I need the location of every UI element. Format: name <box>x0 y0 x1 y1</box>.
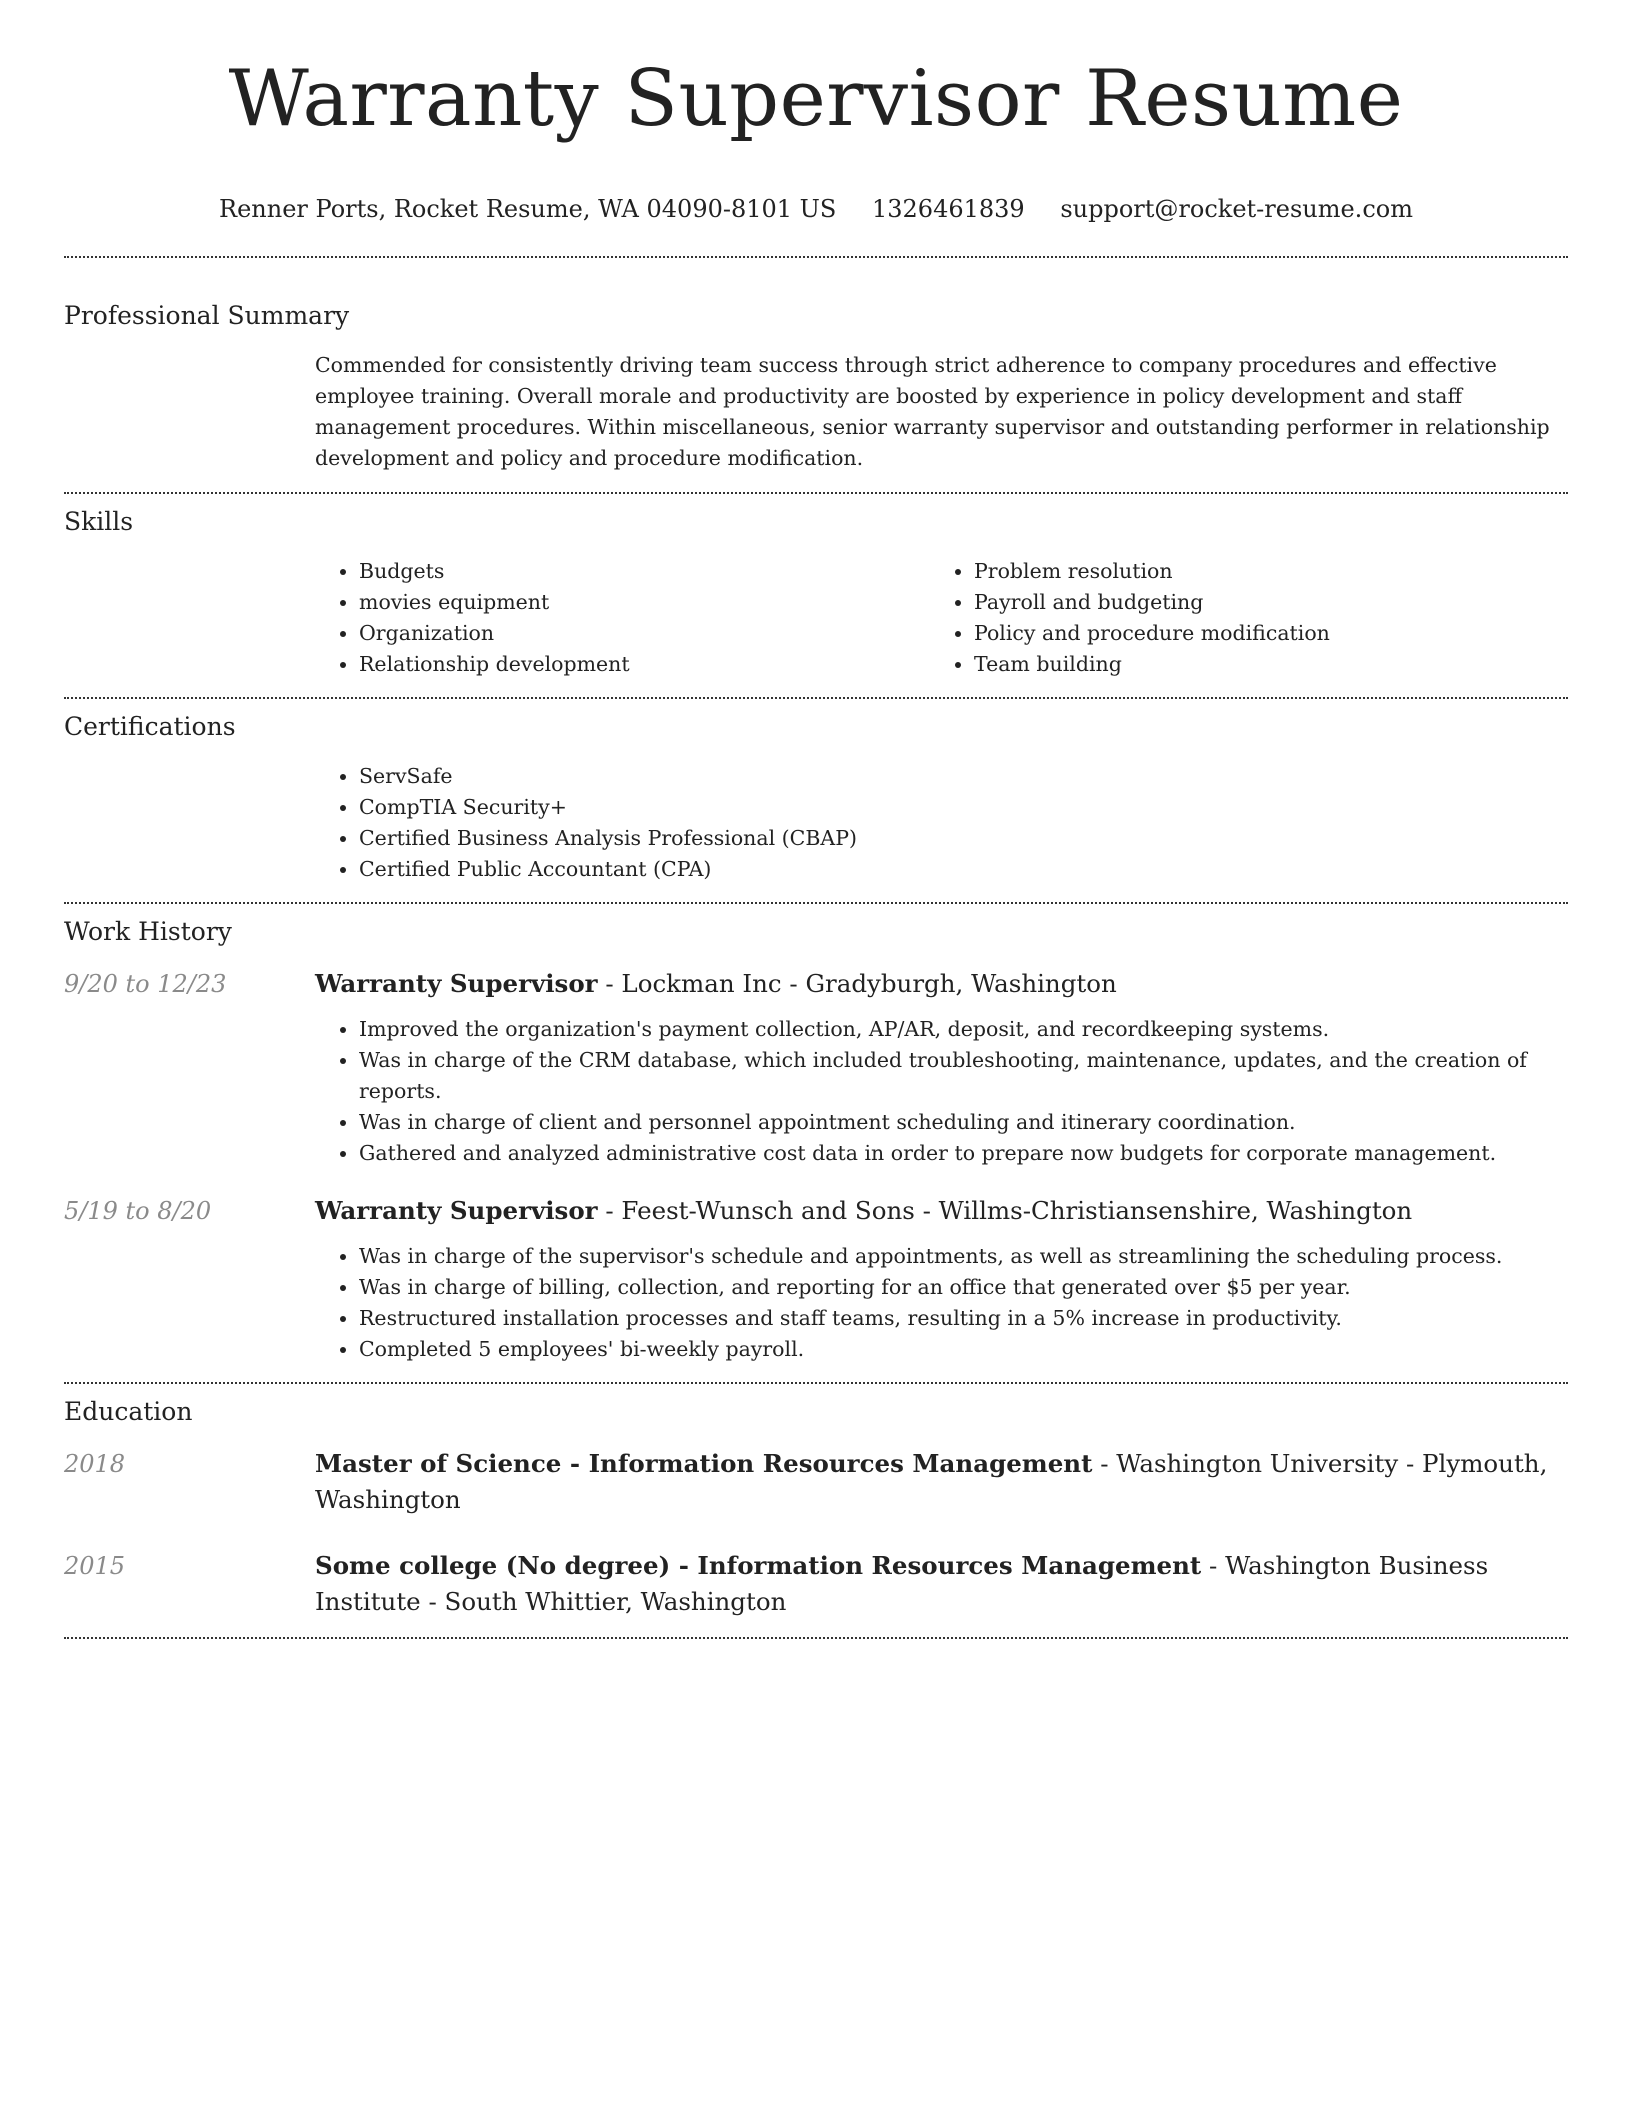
section-work-history <box>64 904 1568 1365</box>
section-heading-skills: Skills <box>64 507 134 536</box>
contact-phone: 1326461839 <box>872 195 1025 223</box>
skill-item: • Problem resolution <box>974 556 1545 587</box>
education-details <box>315 1548 1568 1620</box>
skills-list-left <box>315 556 930 680</box>
resume-page <box>64 0 1568 1639</box>
job-bullet: • Was in charge of client and personnel appointment scheduling and itinerary coordination. <box>359 1107 1568 1138</box>
job-bullet: • Gathered and analyzed administrative cost data in order to prepare now budgets for corporate management. <box>359 1138 1568 1169</box>
resume-title: Warranty Supervisor Resume <box>228 54 1404 144</box>
skills-column-right <box>930 556 1545 680</box>
job-bullet: • Was in charge of billing, collection, and reporting for an office that generated over $5 per year. <box>359 1272 1568 1303</box>
section-heading-work-history: Work History <box>64 917 232 946</box>
job-heading <box>315 966 1568 1002</box>
divider <box>64 1637 1568 1639</box>
section-summary <box>64 258 1568 474</box>
skill-item: • Relationship development <box>359 649 930 680</box>
section-heading-summary: Professional Summary <box>64 301 350 330</box>
job-title: Warranty Supervisor <box>315 1196 598 1225</box>
job-details <box>315 966 1568 1169</box>
section-skills <box>64 494 1568 680</box>
job-bullet: • Completed 5 employees' bi-weekly payroll. <box>359 1334 1568 1365</box>
certification-item: • Certified Business Analysis Professional (CBAP) <box>359 823 1568 854</box>
certification-item: • ServSafe <box>359 761 1568 792</box>
summary-text: Commended for consistently driving team success through strict adherence to company procedures and effective employee training. Overall morale and productivity are boosted by experience in policy development and staff management procedures. Within miscellaneous, senior warranty supervisor and outstanding performer in relationship development and policy and procedure modification. <box>315 353 1550 470</box>
certifications-list <box>315 761 1568 885</box>
work-entries <box>64 966 1568 1365</box>
job-bullets <box>315 1241 1568 1365</box>
skill-item: • Payroll and budgeting <box>974 587 1545 618</box>
job-entry <box>64 966 1568 1169</box>
section-education <box>64 1384 1568 1620</box>
education-details <box>315 1446 1568 1518</box>
job-entry <box>64 1193 1568 1365</box>
skill-item: • Policy and procedure modification <box>974 618 1545 649</box>
skill-item: • Organization <box>359 618 930 649</box>
skills-content <box>315 556 1568 680</box>
job-bullet: • Was in charge of the CRM database, which included troubleshooting, maintenance, updates, and the creation of reports. <box>359 1045 1568 1107</box>
section-certifications <box>64 699 1568 885</box>
section-heading-education: Education <box>64 1397 193 1426</box>
job-employer-location: - Feest-Wunsch and Sons - Willms-Christiansenshire, Washington <box>597 1196 1413 1225</box>
job-details <box>315 1193 1568 1365</box>
certification-item: • Certified Public Accountant (CPA) <box>359 854 1568 885</box>
education-degree: Master of Science - Information Resources Management <box>315 1449 1093 1478</box>
skills-column-left <box>315 556 930 680</box>
contact-address: Renner Ports, Rocket Resume, WA 04090-8101 US <box>219 195 837 223</box>
job-dates: 9/20 to 12/23 <box>64 970 227 998</box>
contact-line <box>64 193 1568 225</box>
job-bullet: • Was in charge of the supervisor's schedule and appointments, as well as streamlining the scheduling process. <box>359 1241 1568 1272</box>
job-employer-location: - Lockman Inc - Gradyburgh, Washington <box>597 969 1117 998</box>
education-school-location: - Washington University - Plymouth, Washington <box>315 1449 1548 1514</box>
education-year: 2018 <box>64 1450 126 1478</box>
education-year: 2015 <box>64 1552 126 1580</box>
summary-content <box>315 350 1568 474</box>
education-entry <box>64 1446 1568 1518</box>
skill-item: • Team building <box>974 649 1545 680</box>
skill-item: • Budgets <box>359 556 930 587</box>
section-heading-certifications: Certifications <box>64 712 236 741</box>
job-dates: 5/19 to 8/20 <box>64 1197 212 1225</box>
job-bullets <box>315 1014 1568 1169</box>
skills-list-right <box>930 556 1545 680</box>
education-school-location: - Washington Business Institute - South Whittier, Washington <box>315 1551 1489 1616</box>
job-bullet: • Restructured installation processes and staff teams, resulting in a 5% increase in productivity. <box>359 1303 1568 1334</box>
education-entries <box>64 1446 1568 1620</box>
contact-email: support@rocket-resume.com <box>1060 195 1413 223</box>
certifications-content <box>315 761 1568 885</box>
job-title: Warranty Supervisor <box>315 969 598 998</box>
education-entry <box>64 1548 1568 1620</box>
skill-item: • movies equipment <box>359 587 930 618</box>
education-degree: Some college (No degree) - Information Resources Management <box>315 1551 1202 1580</box>
job-bullet: • Improved the organization's payment collection, AP/AR, deposit, and recordkeeping systems. <box>359 1014 1568 1045</box>
certification-item: • CompTIA Security+ <box>359 792 1568 823</box>
job-heading <box>315 1193 1568 1229</box>
